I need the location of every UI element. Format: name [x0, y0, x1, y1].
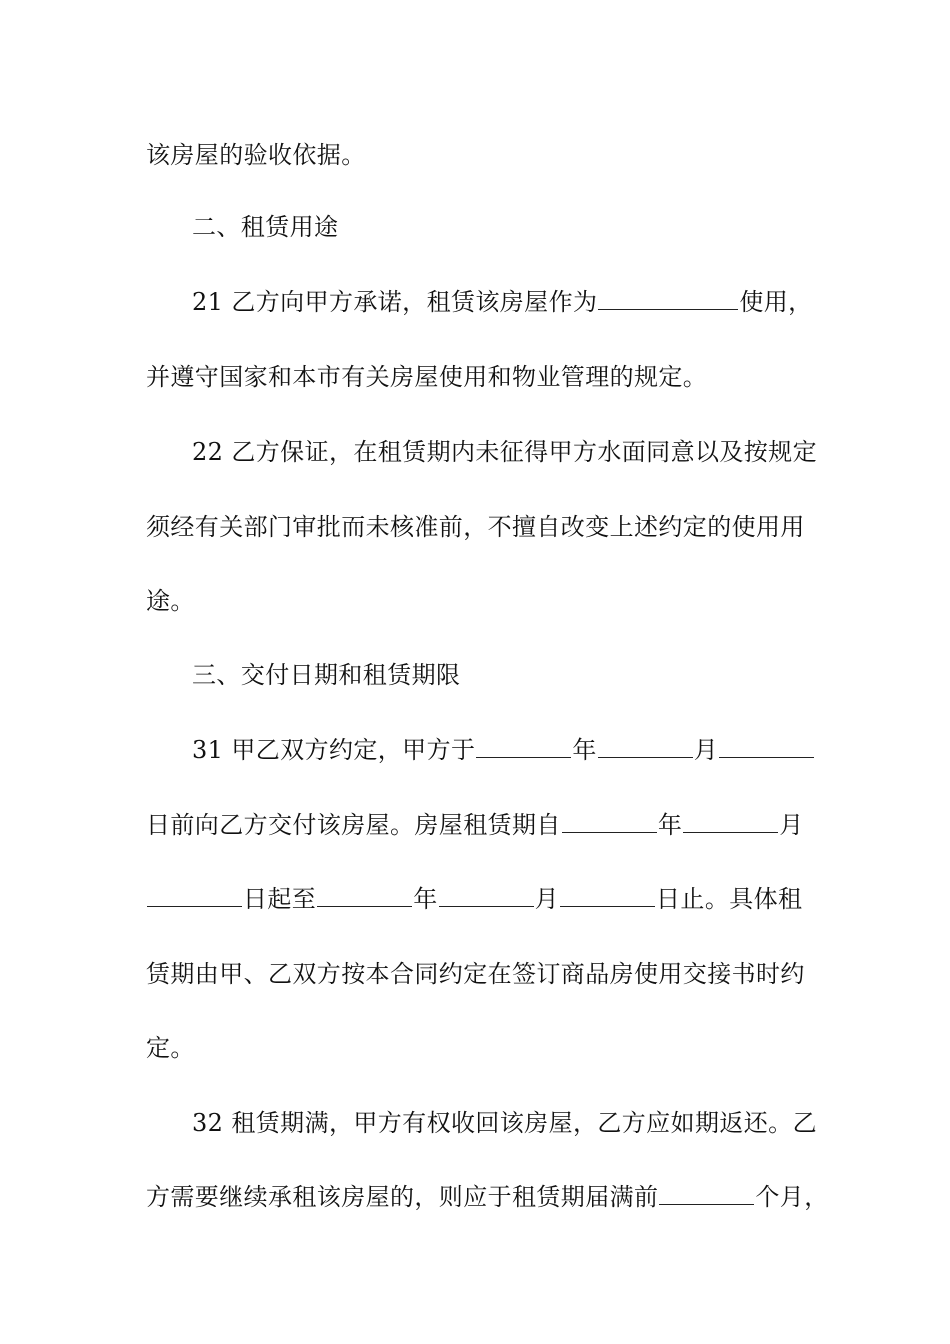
text: 22 乙方保证，在租赁期内未征得甲方水面同意以及按规定 — [192, 438, 817, 466]
fill-blank-day[interactable] — [560, 884, 655, 907]
text: 该房屋的验收依据。 — [146, 141, 366, 169]
text: 年 — [413, 885, 438, 913]
text: 年 — [657, 811, 683, 839]
text: 月 — [779, 811, 804, 839]
text: 须经有关部门审批而未核准前，不擅自改变上述约定的使用用 — [146, 513, 805, 541]
fill-blank-day[interactable] — [147, 884, 242, 907]
clause-32 — [192, 1108, 872, 1138]
fill-blank-months[interactable] — [659, 1182, 754, 1205]
text-line — [146, 884, 826, 914]
text: 定。 — [146, 1034, 195, 1062]
clause-22 — [192, 437, 872, 467]
text-line — [146, 1182, 829, 1212]
text: 方需要继续承租该房屋的，则应于租赁期届满前 — [146, 1183, 659, 1211]
text: 31 甲乙双方约定，甲方于 — [192, 736, 476, 764]
text: 三、交付日期和租赁期限 — [192, 661, 461, 689]
fill-blank-usage[interactable] — [598, 287, 738, 310]
fill-blank-month[interactable] — [439, 884, 534, 907]
text-line — [146, 1033, 826, 1063]
fill-blank-month[interactable] — [683, 810, 778, 833]
text: 途。 — [146, 587, 195, 615]
text: 年 — [572, 736, 597, 764]
text: 个月， — [755, 1183, 829, 1211]
fill-blank-year[interactable] — [562, 810, 657, 833]
text: 月 — [534, 885, 560, 913]
section-heading-purpose — [192, 212, 872, 242]
text: 并遵守国家和本市有关房屋使用和物业管理的规定。 — [146, 363, 708, 391]
fill-blank-year[interactable] — [317, 884, 412, 907]
clause-21 — [192, 287, 872, 317]
text: 月 — [693, 736, 719, 764]
text-line — [146, 586, 826, 616]
text: 日前向乙方交付该房屋。房屋租赁期自 — [146, 811, 561, 839]
clause-31 — [192, 735, 872, 765]
text-line — [146, 512, 826, 542]
text: 赁期由甲、乙双方按本合同约定在签订商品房使用交接书时约 — [146, 960, 805, 988]
text: 使用， — [739, 288, 813, 316]
text: 日起至 — [243, 885, 317, 913]
text: 32 租赁期满，甲方有权收回该房屋，乙方应如期返还。乙 — [192, 1109, 817, 1137]
text: 21 乙方向甲方承诺，租赁该房屋作为 — [192, 288, 598, 316]
section-heading-delivery — [192, 660, 872, 690]
text-line — [146, 140, 826, 170]
text-line — [146, 810, 826, 840]
text: 日止。具体租 — [656, 885, 803, 913]
fill-blank-day[interactable] — [719, 735, 814, 758]
text-line — [146, 959, 826, 989]
fill-blank-year[interactable] — [476, 735, 571, 758]
fill-blank-month[interactable] — [598, 735, 693, 758]
text-line — [146, 362, 826, 392]
text: 二、租赁用途 — [192, 213, 339, 241]
